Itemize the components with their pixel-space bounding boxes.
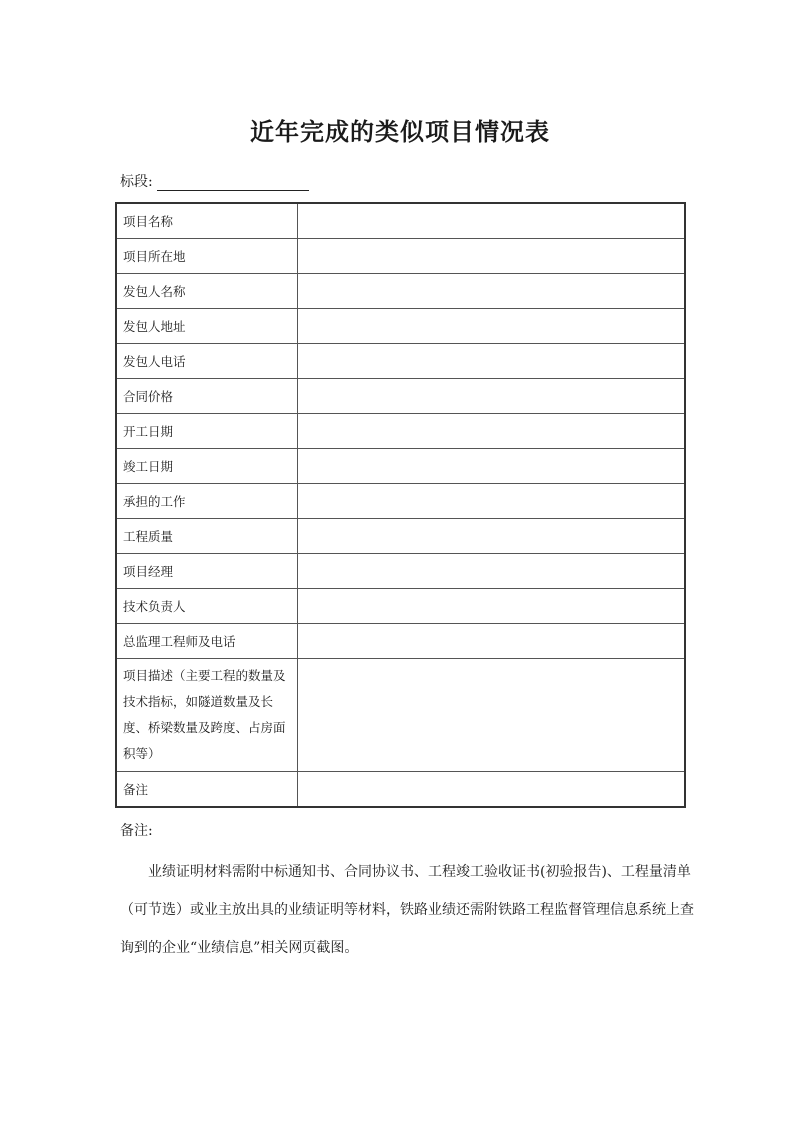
notes-heading: 备注: [120, 823, 153, 839]
row-value[interactable] [298, 772, 686, 808]
row-value[interactable] [298, 519, 686, 554]
row-label: 承担的工作 [116, 484, 298, 519]
table-row [116, 624, 685, 659]
row-label: 合同价格 [116, 379, 298, 414]
row-value[interactable] [298, 379, 686, 414]
row-value[interactable] [298, 554, 686, 589]
row-label: 项目描述（主要工程的数量及技术指标，如隧道数量及长度、桥梁数量及跨度、占房面积等） [116, 659, 298, 772]
notes-body: 业绩证明材料需附中标通知书、合同协议书、工程竣工验收证书(初验报告)、工程量清单（可节选）或业主放出具的业绩证明等材料，铁路业绩还需附铁路工程监督管理信息系统上查询到的企业“业绩信息”相关网页截图。 [120, 864, 694, 956]
row-value[interactable] [298, 484, 686, 519]
row-value[interactable] [298, 203, 686, 239]
row-value[interactable] [298, 449, 686, 484]
row-label: 工程质量 [116, 519, 298, 554]
table-row [116, 484, 685, 519]
row-label: 发包人名称 [116, 274, 298, 309]
row-label: 技术负责人 [116, 589, 298, 624]
table-row [116, 772, 685, 808]
table-row [116, 203, 685, 239]
row-label: 发包人地址 [116, 309, 298, 344]
project-info-table [115, 202, 686, 808]
row-label: 项目经理 [116, 554, 298, 589]
table-row [116, 239, 685, 274]
table-row [116, 659, 685, 772]
page-title: 近年完成的类似项目情况表 [250, 118, 550, 146]
row-value[interactable] [298, 659, 686, 772]
row-value[interactable] [298, 239, 686, 274]
row-value[interactable] [298, 414, 686, 449]
table-row [116, 274, 685, 309]
section-field [120, 171, 309, 191]
row-label: 开工日期 [116, 414, 298, 449]
row-value[interactable] [298, 344, 686, 379]
row-label: 总监理工程师及电话 [116, 624, 298, 659]
row-value[interactable] [298, 309, 686, 344]
table-row [116, 414, 685, 449]
row-label: 发包人电话 [116, 344, 298, 379]
row-label: 竣工日期 [116, 449, 298, 484]
row-value[interactable] [298, 589, 686, 624]
table-row [116, 379, 685, 414]
table-row [116, 449, 685, 484]
table-row [116, 519, 685, 554]
row-value[interactable] [298, 274, 686, 309]
table-row [116, 344, 685, 379]
section-label: 标段: [120, 174, 153, 190]
table-row [116, 309, 685, 344]
row-value[interactable] [298, 624, 686, 659]
row-label: 备注 [116, 772, 298, 808]
table-row [116, 589, 685, 624]
section-input-line[interactable] [157, 174, 309, 191]
table-row [116, 554, 685, 589]
row-label: 项目所在地 [116, 239, 298, 274]
row-label: 项目名称 [116, 203, 298, 239]
